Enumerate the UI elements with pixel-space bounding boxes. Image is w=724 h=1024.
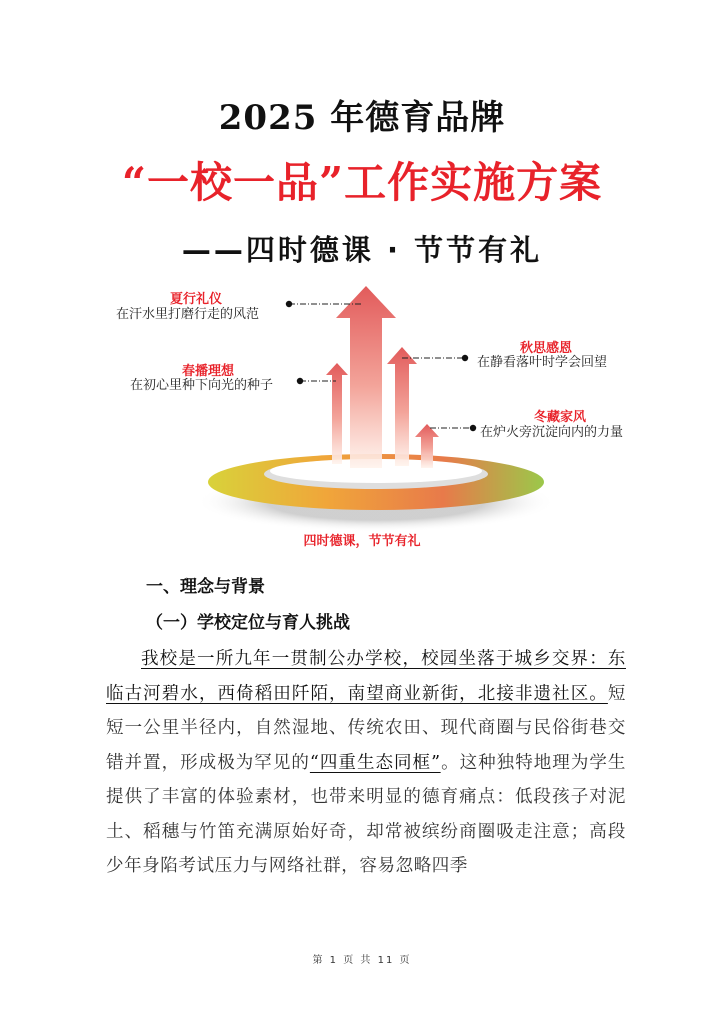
dot-autumn	[462, 355, 468, 361]
season-title-autumn: 秋思感恩	[520, 341, 573, 356]
dot-summer	[286, 301, 292, 307]
arrow-spring	[326, 363, 348, 464]
dot-spring	[297, 378, 303, 384]
season-desc-autumn: 在静看落叶时学会回望	[477, 355, 608, 370]
underlined-text: 我校是一所九年一贯制公办学校，校园坐落于城乡交界：东临古河碧水，西倚稻田阡陌，南望商业新街，北接非遗社区。	[106, 649, 626, 704]
season-desc-spring: 在初心里种下向光的种子	[130, 378, 274, 393]
section-heading: 一、理念与背景	[146, 577, 265, 597]
season-title-winter: 冬藏家风	[534, 410, 587, 425]
document-title: 2025 年德育品牌	[218, 98, 506, 138]
subsection-heading: （一）学校定位与育人挑战	[146, 613, 350, 633]
season-title-summer: 夏行礼仪	[170, 292, 223, 307]
season-desc-winter: 在炉火旁沉淀向内的力量	[480, 425, 624, 440]
arrow-autumn	[387, 347, 417, 466]
dot-winter	[470, 425, 476, 431]
season-desc-summer: 在汗水里打磨行走的风范	[116, 307, 260, 322]
document-main-title: “一校一品”工作实施方案	[121, 158, 603, 207]
document-subtitle: ——四时德课 · 节节有礼	[181, 233, 543, 267]
arrow-summer	[336, 286, 396, 468]
paragraph-text: 短短一公里半径内，自然湿地、传统农田、现代商圈与民俗街巷交错并置，形成极为罕见的	[106, 683, 626, 773]
underlined-phrase: “四重生态同框”	[309, 752, 441, 773]
paragraph-text-continued: 。这种独特地理为学生提供了丰富的体验素材，也带来明显的德育痛点：低段孩子对泥土、稻穗与竹笛充满原始好奇，却常被缤纷商圈吸走注意；高段少年身陷考试压力与网络社群，容易忽略四季	[106, 752, 626, 876]
body-paragraph	[106, 642, 626, 884]
graphic-caption: 四时德课，节节有礼	[303, 534, 421, 549]
page-number: 第 1 页 共 11 页	[312, 955, 412, 966]
season-title-spring: 春播理想	[182, 364, 235, 379]
